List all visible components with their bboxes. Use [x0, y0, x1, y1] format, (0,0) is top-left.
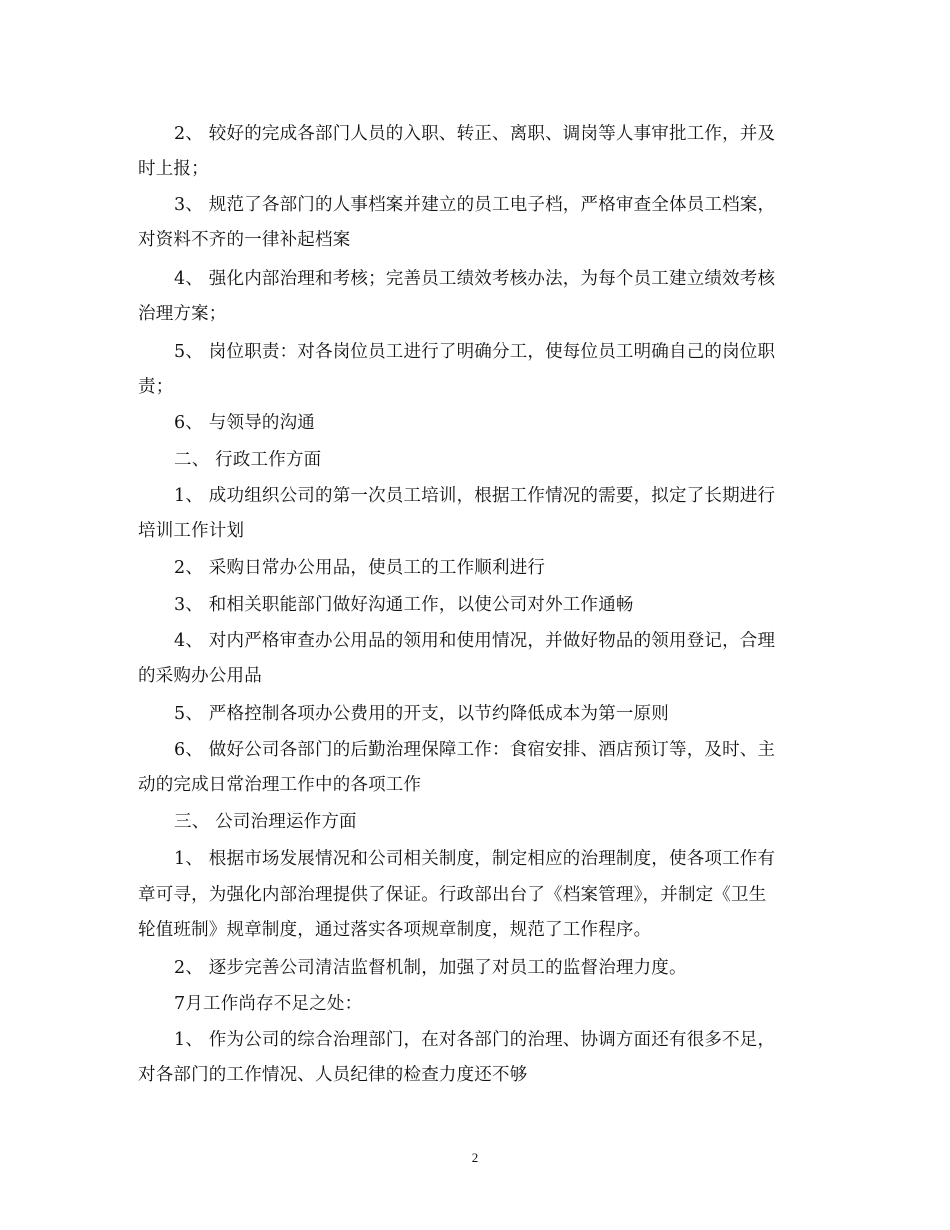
text-line: 动的完成日常治理工作中的各项工作 [138, 775, 422, 795]
text-line: 2、 较好的完成各部门人员的入职、转正、离职、调岗等人事审批工作，并及 [174, 124, 776, 144]
text-line: 5、 岗位职责：对各岗位员工进行了明确分工，使每位员工明确自己的岗位职 [174, 342, 776, 362]
text-line: 2、 采购日常办公用品，使员工的工作顺利进行 [174, 558, 546, 578]
page-number: 2 [471, 1150, 479, 1165]
text-line: 3、 和相关职能部门做好沟通工作，以使公司对外工作通畅 [174, 595, 634, 615]
text-line: 时上报； [138, 159, 209, 179]
text-line: 4、 对内严格审查办公用品的领用和使用情况，并做好物品的领用登记，合理 [174, 631, 776, 651]
text-line: 1、 成功组织公司的第一次员工培训，根据工作情况的需要，拟定了长期进行 [174, 486, 776, 506]
section-heading: 二、 行政工作方面 [174, 450, 322, 470]
text-line: 2、 逐步完善公司清洁监督机制，加强了对员工的监督治理力度。 [174, 958, 687, 978]
text-line: 5、 严格控制各项办公费用的开支，以节约降低成本为第一原则 [174, 704, 669, 724]
text-line: 责； [138, 377, 174, 397]
text-line: 治理方案； [138, 304, 227, 324]
text-line: 1、 根据市场发展情况和公司相关制度，制定相应的治理制度，使各项工作有 [174, 849, 776, 869]
text-line: 4、 强化内部治理和考核；完善员工绩效考核办法，为每个员工建立绩效考核 [174, 269, 776, 289]
section-heading: 三、 公司治理运作方面 [174, 812, 357, 832]
text-line: 6、 做好公司各部门的后勤治理保障工作：食宿安排、酒店预订等，及时、主 [174, 740, 776, 760]
text-line: 对资料不齐的一律补起档案 [138, 230, 351, 250]
text-line: 3、 规范了各部门的人事档案并建立的员工电子档，严格审查全体员工档案， [174, 195, 776, 215]
text-line: 的采购办公用品 [138, 666, 262, 686]
text-line: 1、 作为公司的综合治理部门，在对各部门的治理、协调方面还有很多不足， [174, 1030, 776, 1050]
text-line: 轮值班制》规章制度，通过落实各项规章制度，规范了工作程序。 [138, 920, 652, 940]
text-line: 章可寻，为强化内部治理提供了保证。行政部出台了《档案管理》，并制定《卫生 [138, 885, 767, 905]
text-line: 对各部门的工作情况、人员纪律的检查力度还不够 [138, 1065, 528, 1085]
text-line: 6、 与领导的沟通 [174, 413, 315, 433]
text-line: 7月工作尚存不足之处： [174, 994, 363, 1014]
text-line: 培训工作计划 [138, 521, 245, 541]
